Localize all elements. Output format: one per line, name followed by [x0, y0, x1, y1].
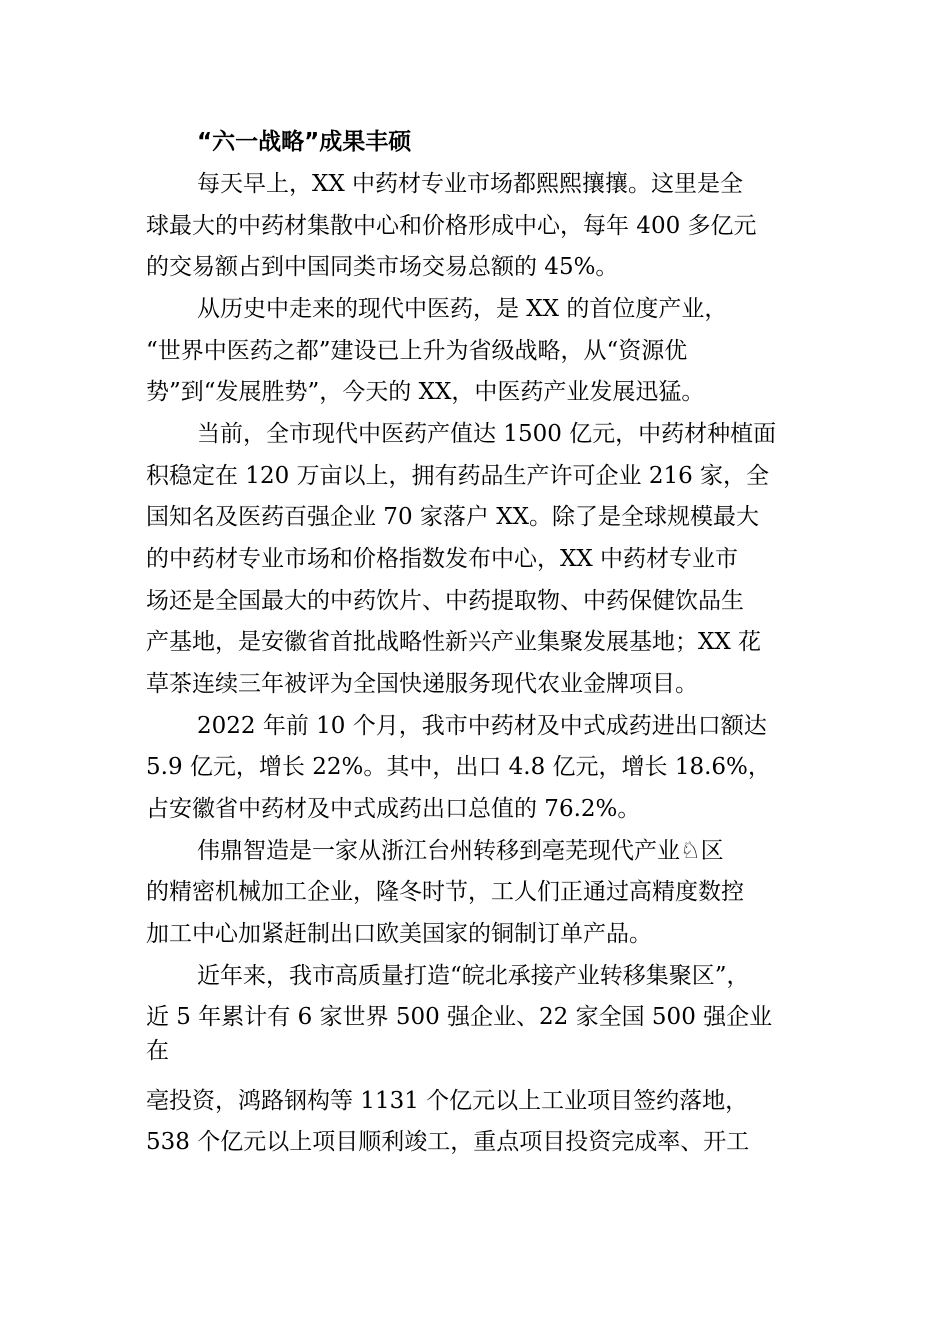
paragraph-line: 5.9 亿元，增长 22%。其中，出口 4.8 亿元，增长 18.6%，: [146, 754, 771, 780]
paragraph-line: 2022 年前 10 个月，我市中药材及中式成药进出口额达: [197, 713, 767, 739]
paragraph-line: 538 个亿元以上项目顺利竣工，重点项目投资完成率、开工: [146, 1129, 750, 1155]
paragraph-line: 球最大的中药材集散中心和价格形成中心，每年 400 多亿元: [146, 213, 757, 239]
paragraph-line: 当前，全市现代中医药产值达 1500 亿元，中药材种植面: [197, 421, 777, 447]
paragraph-line: 的精密机械加工企业，隆冬时节，工人们正通过高精度数控: [146, 879, 744, 905]
section-heading: “六一战略”成果丰硕: [197, 129, 412, 155]
paragraph-line: 的中药材专业市场和价格指数发布中心，XX 中药材专业市: [146, 546, 739, 572]
paragraph-line: 场还是全国最大的中药饮片、中药提取物、中药保健饮品生: [146, 588, 744, 614]
paragraph-line: 加工中心加紧赶制出口欧美国家的铜制订单产品。: [146, 921, 652, 947]
paragraph-line: 每天早上，XX 中药材专业市场都熙熙攘攘。这里是全: [197, 171, 744, 197]
paragraph-line: 产基地，是安徽省首批战略性新兴产业集聚发展基地；XX 花: [146, 629, 762, 655]
paragraph-line: 近年来，我市高质量打造“皖北承接产业转移集聚区”，: [197, 963, 750, 989]
paragraph-line: 伟鼎智造是一家从浙江台州转移到亳芜现代产业♘区: [197, 838, 724, 864]
paragraph-line: 亳投资，鸿路钢构等 1131 个亿元以上工业项目签约落地，: [146, 1088, 749, 1114]
paragraph-line: 在: [146, 1038, 169, 1064]
paragraph-line: 势”到“发展胜势”，今天的 XX，中医药产业发展迅猛。: [146, 379, 705, 405]
paragraph-line: 从历史中走来的现代中医药，是 XX 的首位度产业，: [197, 296, 728, 322]
paragraph-line: 草茶连续三年被评为全国快递服务现代农业金牌项目。: [146, 671, 698, 697]
paragraph-line: 积稳定在 120 万亩以上，拥有药品生产许可企业 216 家，全: [146, 463, 770, 489]
paragraph-line: 国知名及医药百强企业 70 家落户 XX。除了是全球规模最大: [146, 504, 759, 530]
paragraph-line: “世界中医药之都”建设已上升为省级战略，从“资源优: [146, 338, 688, 364]
paragraph-line: 近 5 年累计有 6 家世界 500 强企业、22 家全国 500 强企业: [146, 1004, 773, 1030]
paragraph-line: 占安徽省中药材及中式成药出口总值的 76.2%。: [146, 796, 641, 822]
paragraph-line: 的交易额占到中国同类市场交易总额的 45%。: [146, 254, 619, 280]
